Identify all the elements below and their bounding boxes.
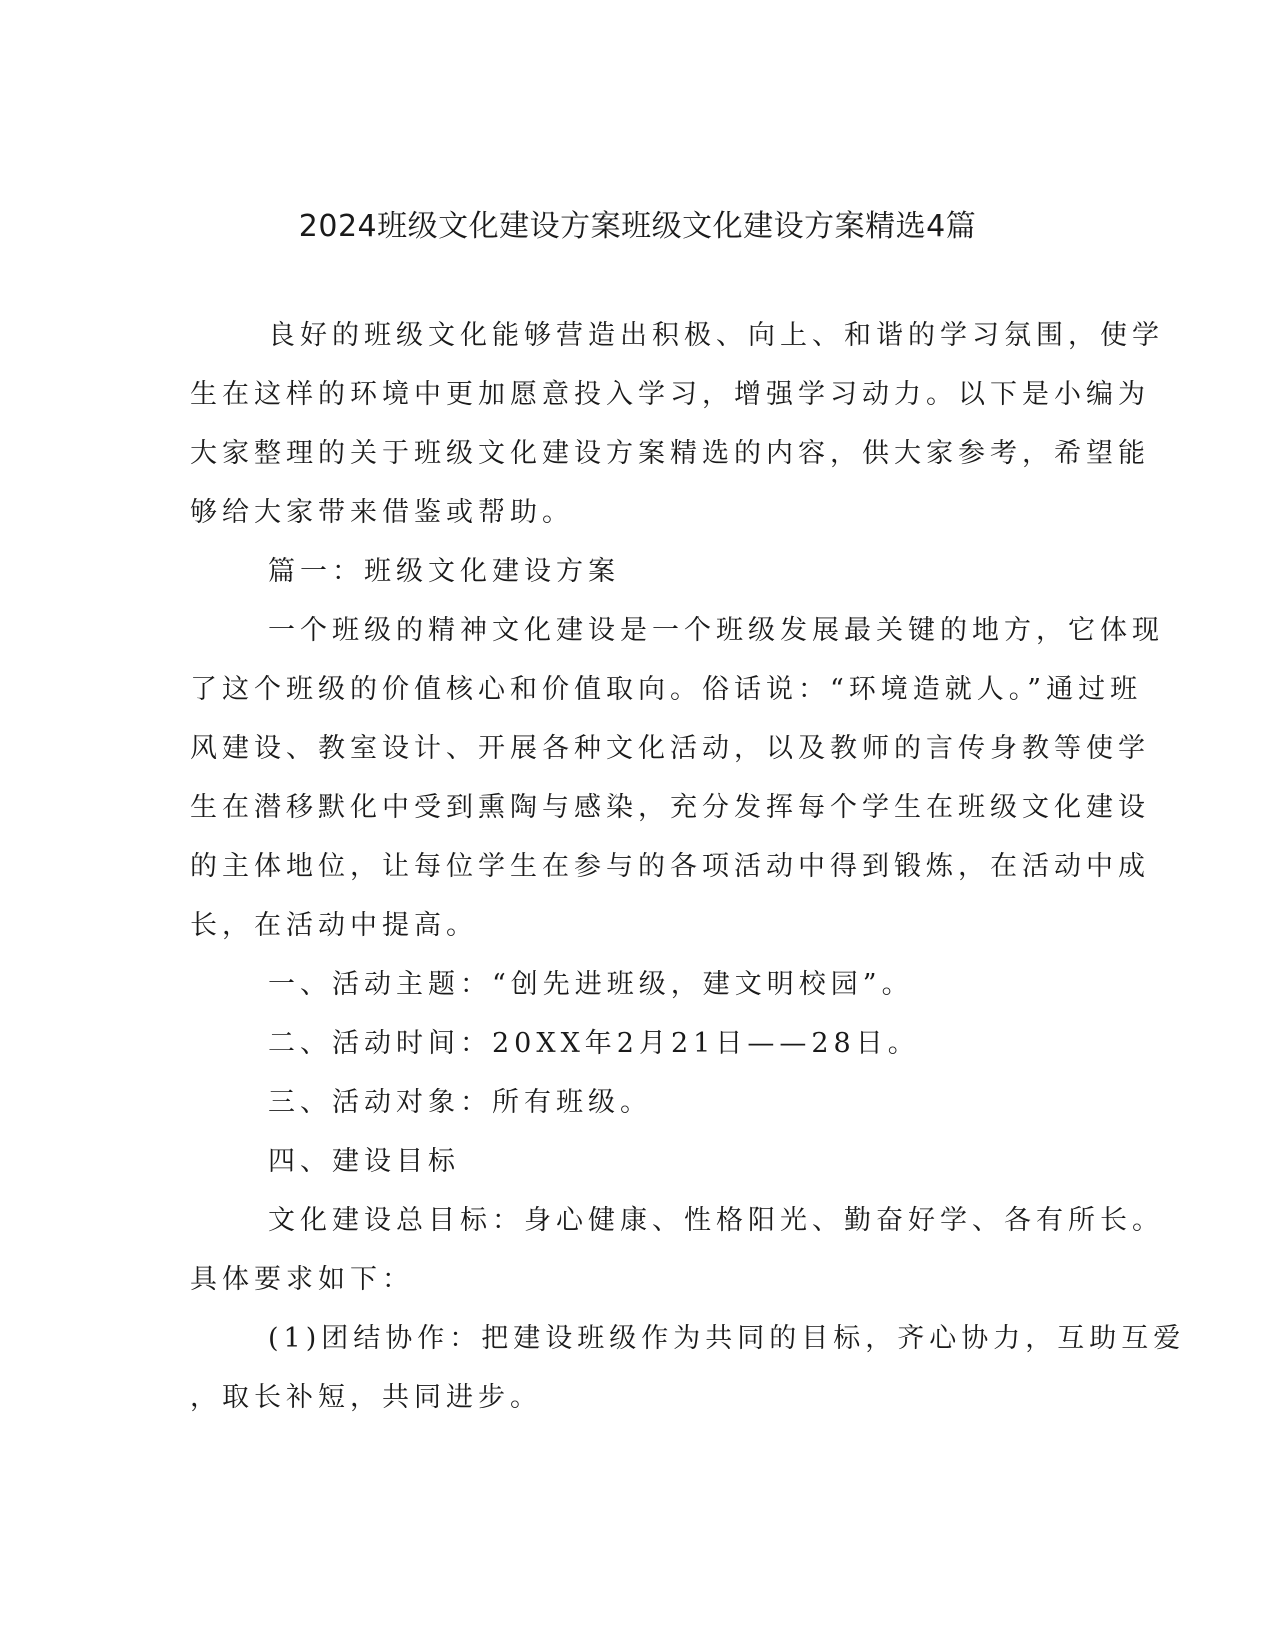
paragraph-line: 生在潜移默化中受到熏陶与感染，充分发挥每个学生在班级文化建设 [190, 792, 1150, 823]
paragraph-line: (1)团结协作：把建设班级作为共同的目标，齐心协力，互助互爱 [268, 1323, 1186, 1354]
list-item: 二、活动时间：20XX年2月21日——28日。 [268, 1028, 920, 1059]
paragraph-line: 风建设、教室设计、开展各种文化活动，以及教师的言传身教等使学 [190, 733, 1150, 764]
list-item: 四、建设目标 [268, 1146, 460, 1177]
paragraph-line: 文化建设总目标：身心健康、性格阳光、勤奋好学、各有所长。 [268, 1205, 1164, 1236]
list-item: 一、活动主题：“创先进班级，建文明校园”。 [268, 969, 914, 1000]
paragraph-line: 良好的班级文化能够营造出积极、向上、和谐的学习氛围，使学 [268, 320, 1164, 351]
paragraph-line: 的主体地位，让每位学生在参与的各项活动中得到锻炼，在活动中成 [190, 851, 1150, 882]
paragraph-line: 够给大家带来借鉴或帮助。 [190, 497, 574, 528]
paragraph-line: 具体要求如下： [190, 1264, 414, 1295]
paragraph-line: ，取长补短，共同进步。 [190, 1382, 542, 1413]
paragraph-line: 大家整理的关于班级文化建设方案精选的内容，供大家参考，希望能 [190, 438, 1150, 469]
section-heading: 篇一：班级文化建设方案 [268, 556, 620, 587]
paragraph-line: 一个班级的精神文化建设是一个班级发展最关键的地方，它体现 [268, 615, 1164, 646]
document-title: 2024班级文化建设方案班级文化建设方案精选4篇 [298, 209, 977, 244]
paragraph-line: 生在这样的环境中更加愿意投入学习，增强学习动力。以下是小编为 [190, 379, 1150, 410]
list-item: 三、活动对象：所有班级。 [268, 1087, 652, 1118]
paragraph-line: 了这个班级的价值核心和价值取向。俗话说：“环境造就人。”通过班 [190, 674, 1143, 705]
paragraph-line: 长，在活动中提高。 [190, 910, 478, 941]
